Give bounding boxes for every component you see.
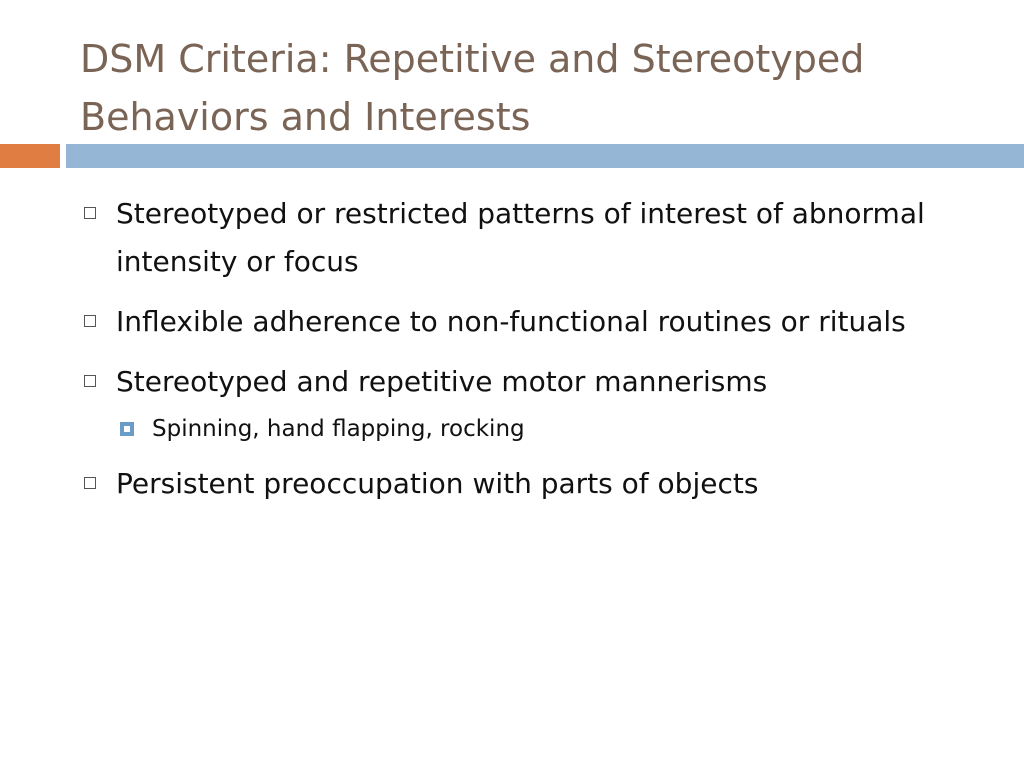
bullet-item — [80, 190, 960, 286]
bullet-item — [80, 358, 960, 406]
bullet-list — [80, 190, 960, 520]
bullet-text: Persistent preoccupation with parts of objects — [116, 467, 759, 500]
bullet-item — [80, 460, 960, 508]
slide-title: DSM Criteria: Repetitive and Stereotyped Behaviors and Interests — [80, 37, 865, 139]
hollow-square-icon — [84, 207, 96, 219]
sub-bullet-text: Spinning, hand flapping, rocking — [152, 416, 525, 442]
title-divider-bar — [66, 144, 1024, 168]
bullet-text: Stereotyped and repetitive motor mannerisms — [116, 365, 768, 398]
hollow-square-icon — [84, 477, 96, 489]
hollow-square-icon — [84, 315, 96, 327]
title-accent-bar — [0, 144, 60, 168]
sub-bullet-item — [116, 412, 960, 446]
filled-square-icon — [120, 422, 134, 436]
bullet-text: Inflexible adherence to non-functional routines or rituals — [116, 305, 906, 338]
bullet-item — [80, 298, 960, 346]
hollow-square-icon — [84, 375, 96, 387]
bullet-text: Stereotyped or restricted patterns of interest of abnormal intensity or focus — [116, 197, 925, 278]
